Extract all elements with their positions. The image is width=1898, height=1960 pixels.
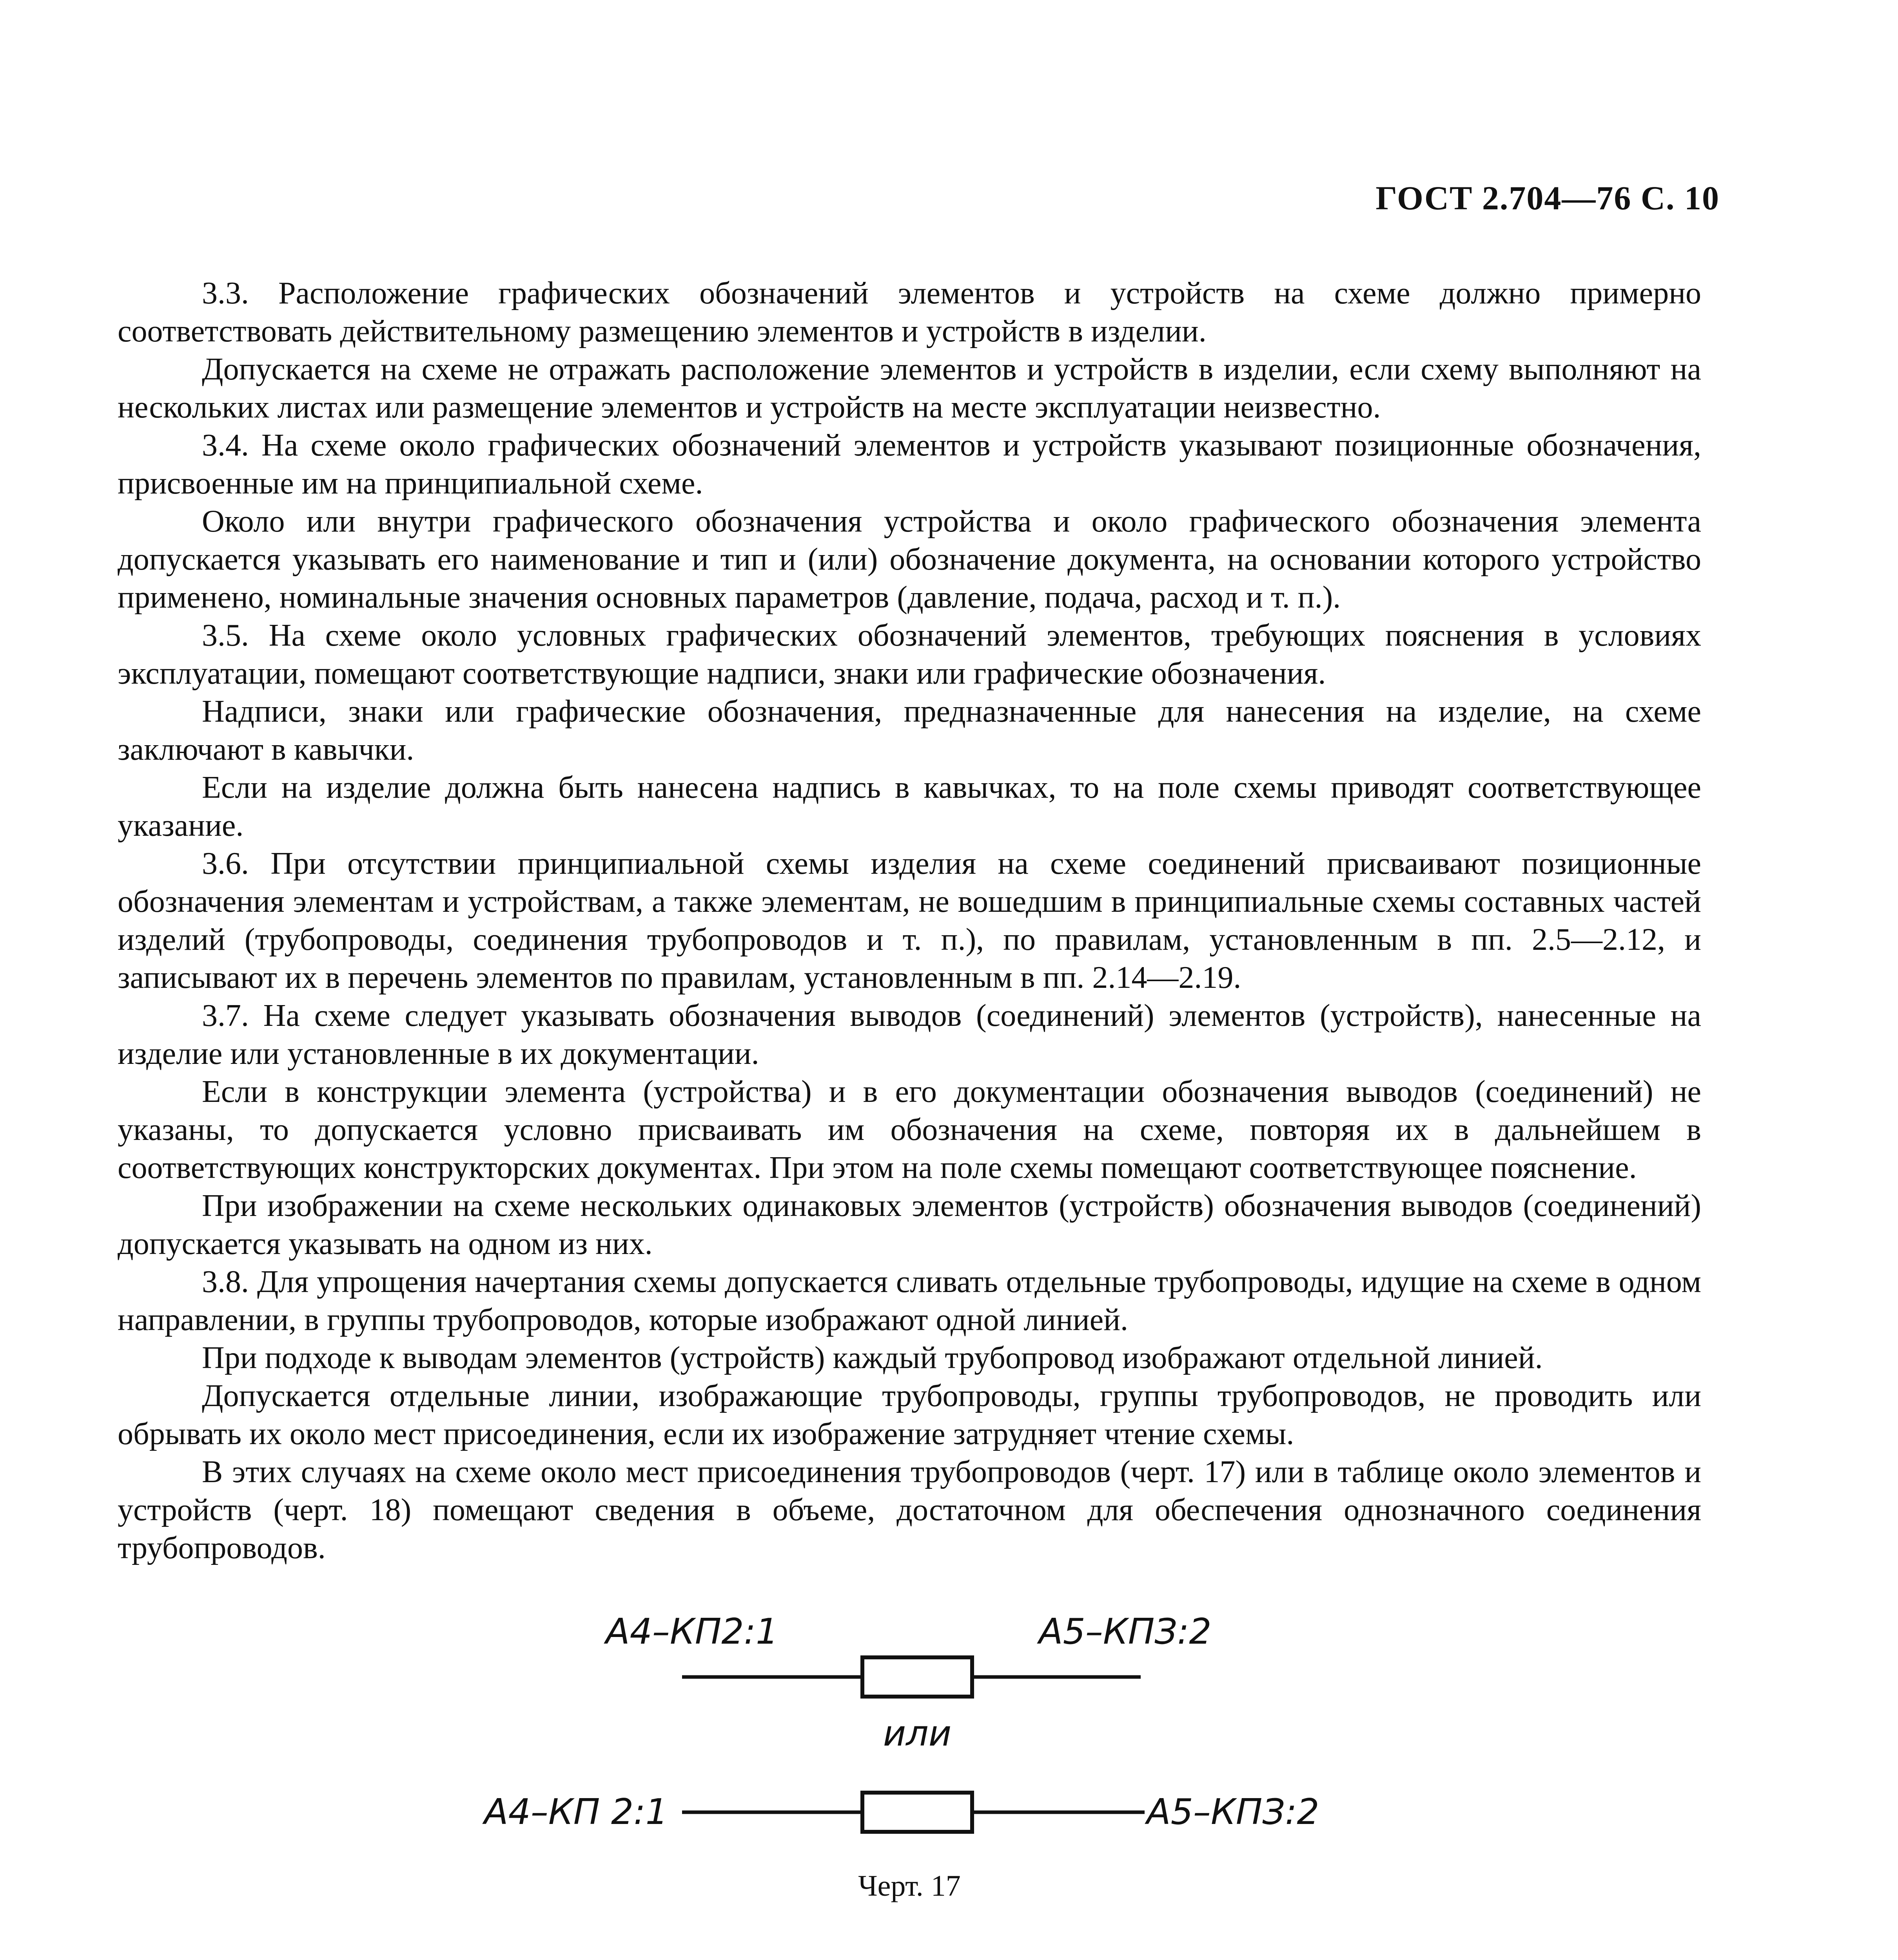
document-body (118, 274, 1701, 1960)
paragraph: Допускается на схеме не отражать расположение элементов и устройств в изделии, если схему выполняют на нескольких листах или размещение элементов и устройств на месте эксплуатации неизвестно. (118, 352, 1701, 425)
paragraph: Около или внутри графического обозначения устройства и около графического обозначения элемента допускается указывать его наименование и тип и (или) обозначение документа, на основании которого устройство применено, номинальные значения основных параметров (давление, подача, расход и т. п.). (118, 504, 1701, 615)
spacer (118, 1916, 1701, 1960)
paragraph-3-7: 3.7. На схеме следует указывать обозначения выводов (соединений) элементов (устройств), нанесенные на изделие или установленные в их документации. (118, 998, 1701, 1071)
paragraph: Если на изделие должна быть нанесена надпись в кавычках, то на поле схемы приводят соответствующее указание. (118, 770, 1701, 843)
paragraph: Надписи, знаки или графические обозначения, предназначенные для нанесения на изделие, на схеме заключают в кавычки. (118, 694, 1701, 767)
top-element-box (862, 1657, 972, 1697)
paragraph: При изображении на схеме нескольких одинаковых элементов (устройств) обозначения выводов (соединений) допускается указывать на одном из них. (118, 1189, 1701, 1261)
bottom-left-label: А4–КП 2:1 (484, 1791, 668, 1833)
page-header: ГОСТ 2.704—76 С. 10 (1375, 179, 1720, 217)
paragraph-3-3: 3.3. Расположение графических обозначений элементов и устройств на схеме должно примерно соответствовать действительному размещению элементов и устройств в изделии. (118, 276, 1701, 348)
paragraph: При подходе к выводам элементов (устройств) каждый трубопровод изображают отдельной линией. (202, 1341, 1543, 1375)
figure-17 (118, 1595, 1701, 1865)
bottom-element-box (862, 1793, 972, 1832)
paragraph-3-4: 3.4. На схеме около графических обозначений элементов и устройств указывают позиционные обозначения, присвоенные им на принципиальной схеме. (118, 428, 1701, 501)
figure-caption: Черт. 17 (858, 1869, 961, 1902)
top-right-label: А5–КПЗ:2 (1039, 1611, 1212, 1652)
paragraph: Допускается отдельные линии, изображающие трубопроводы, группы трубопроводов, не проводить или обрывать их около мест присоединения, если их изображение затрудняет чтение схемы. (118, 1379, 1701, 1451)
top-left-label: А4–КП2:1 (606, 1611, 778, 1652)
pipeline-diagram (118, 1595, 1701, 1865)
or-label: или (883, 1713, 952, 1754)
bottom-right-label: А5–КПЗ:2 (1147, 1791, 1319, 1833)
paragraph: Если в конструкции элемента (устройства) и в его документации обозначения выводов (соединений) не указаны, то допускается условно присваивать им обозначения на схеме, повторяя их в дальнейшем в соответствующих конструкторских документах. При этом на поле схемы помещают соответствующее пояснение. (118, 1074, 1701, 1185)
paragraph-3-5: 3.5. На схеме около условных графических обозначений элементов, требующих пояснения в условиях эксплуатации, помещают соответствующие надписи, знаки или графические обозначения. (118, 618, 1701, 691)
paragraph: В этих случаях на схеме около мест присоединения трубопроводов (черт. 17) или в таблице около элементов и устройств (черт. 18) помещают сведения в объеме, достаточном для обеспечения однозначного соединения трубопроводов. (118, 1455, 1701, 1565)
paragraph-3-8: 3.8. Для упрощения начертания схемы допускается сливать отдельные трубопроводы, идущие на схеме в одном направлении, в группы трубопроводов, которые изображают одной линией. (118, 1265, 1701, 1337)
paragraph-3-6: 3.6. При отсутствии принципиальной схемы изделия на схеме соединений присваивают позиционные обозначения элементам и устройствам, а также элементам, не вошедшим в принципиальные схемы составных частей изделий (трубопроводы, соединения трубопроводов и т. п.), по правилам, установленным в пп. 2.5—2.12, и записывают их в перечень элементов по правилам, установленным в пп. 2.14—2.19. (118, 846, 1701, 995)
